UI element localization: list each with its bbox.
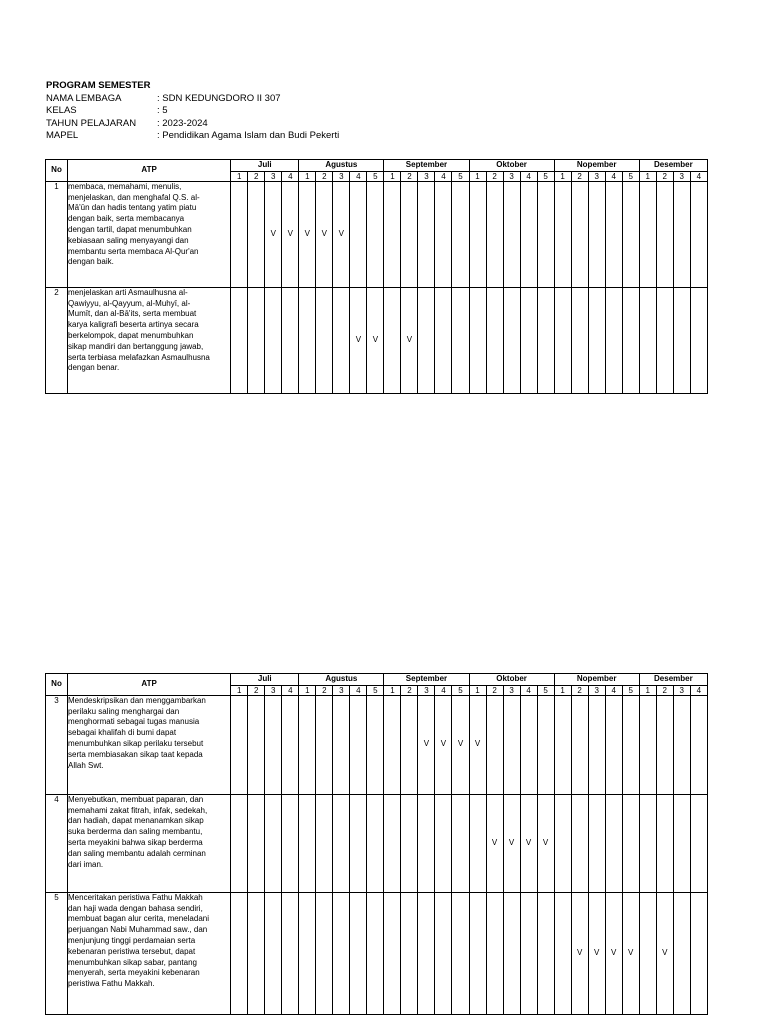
table-row xyxy=(46,287,708,393)
schedule-cell xyxy=(554,794,571,892)
schedule-cell xyxy=(418,794,435,892)
atp-line: Qawiyyu, al-Qayyum, al-Muhyī, al- xyxy=(68,298,191,308)
schedule-cell xyxy=(690,287,707,393)
schedule-cell xyxy=(299,892,316,1014)
schedule-mark: V xyxy=(486,794,503,892)
schedule-cell xyxy=(333,695,350,794)
schedule-cell xyxy=(520,892,537,1014)
week-number: 2 xyxy=(571,685,588,695)
row-number: 1 xyxy=(46,181,68,287)
schedule-cell xyxy=(588,181,605,287)
schedule-cell xyxy=(622,695,639,794)
atp-line: dengan tartil, dapat menumbuhkan xyxy=(68,224,192,234)
schedule-cell xyxy=(384,695,401,794)
schedule-cell xyxy=(452,181,469,287)
schedule-cell xyxy=(554,695,571,794)
schedule-cell xyxy=(537,695,554,794)
field-value: : 5 xyxy=(157,105,168,117)
week-number: 5 xyxy=(452,685,469,695)
atp-line: menumbuhkan sikap perilaku tersebut xyxy=(68,738,204,748)
week-number: 4 xyxy=(350,171,367,181)
week-number: 4 xyxy=(520,171,537,181)
schedule-cell xyxy=(384,794,401,892)
schedule-cell xyxy=(350,794,367,892)
schedule-cell xyxy=(622,287,639,393)
atp-line: sikap mandiri dan bertanggung jawab, xyxy=(68,341,204,351)
week-number: 3 xyxy=(503,171,520,181)
atp-line: menjelaskan, dan menghafal Q.S. al- xyxy=(68,192,200,202)
week-number: 1 xyxy=(384,685,401,695)
schedule-cell xyxy=(605,181,622,287)
week-number: 5 xyxy=(622,685,639,695)
schedule-cell xyxy=(588,794,605,892)
table-row xyxy=(46,794,708,892)
week-number: 1 xyxy=(639,171,656,181)
schedule-cell xyxy=(282,794,299,892)
atp-line: dari iman. xyxy=(68,859,104,869)
atp-line: membantu serta membaca Al-Qur'an xyxy=(68,246,199,256)
atp-cell xyxy=(68,695,231,794)
week-number: 4 xyxy=(282,171,299,181)
field-nama-lembaga xyxy=(46,93,339,106)
schedule-cell xyxy=(571,181,588,287)
schedule-cell xyxy=(367,181,384,287)
month-header-row xyxy=(46,674,708,686)
week-number: 1 xyxy=(469,171,486,181)
atp-line: berkelompok, dapat menumbuhkan xyxy=(68,330,194,340)
month-header: Agustus xyxy=(299,160,384,172)
schedule-mark: V xyxy=(367,287,384,393)
schedule-mark: V xyxy=(401,287,418,393)
schedule-cell xyxy=(690,794,707,892)
week-number: 2 xyxy=(316,685,333,695)
table-row xyxy=(46,892,708,1014)
schedule-cell xyxy=(299,287,316,393)
schedule-cell xyxy=(350,892,367,1014)
schedule-cell xyxy=(367,794,384,892)
schedule-cell xyxy=(656,181,673,287)
month-header: Oktober xyxy=(469,674,554,686)
schedule-cell xyxy=(367,892,384,1014)
week-number: 4 xyxy=(605,685,622,695)
week-number: 4 xyxy=(282,685,299,695)
atp-line: Allah Swt. xyxy=(68,760,104,770)
schedule-cell xyxy=(486,695,503,794)
schedule-cell xyxy=(537,181,554,287)
schedule-mark: V xyxy=(435,695,452,794)
schedule-cell xyxy=(622,794,639,892)
schedule-cell xyxy=(554,181,571,287)
schedule-cell xyxy=(418,287,435,393)
week-number: 2 xyxy=(401,685,418,695)
atp-line: membaca, memahami, menulis, xyxy=(68,181,182,191)
schedule-cell xyxy=(469,794,486,892)
schedule-table-2 xyxy=(45,673,708,1015)
week-number: 1 xyxy=(299,685,316,695)
schedule-cell xyxy=(520,181,537,287)
week-number: 1 xyxy=(554,171,571,181)
schedule-cell xyxy=(367,695,384,794)
week-number: 3 xyxy=(418,685,435,695)
schedule-cell xyxy=(452,794,469,892)
week-number: 2 xyxy=(248,685,265,695)
month-header: Desember xyxy=(639,160,707,172)
schedule-mark: V xyxy=(503,794,520,892)
schedule-cell xyxy=(452,892,469,1014)
schedule-mark: V xyxy=(299,181,316,287)
schedule-mark: V xyxy=(418,695,435,794)
week-number: 3 xyxy=(265,685,282,695)
schedule-cell xyxy=(435,794,452,892)
month-header: Nopember xyxy=(554,674,639,686)
schedule-mark: V xyxy=(588,892,605,1014)
week-number: 3 xyxy=(265,171,282,181)
schedule-cell xyxy=(605,695,622,794)
week-number: 3 xyxy=(333,685,350,695)
schedule-cell xyxy=(435,287,452,393)
week-number: 3 xyxy=(418,171,435,181)
schedule-cell xyxy=(316,287,333,393)
schedule-cell xyxy=(401,892,418,1014)
schedule-cell xyxy=(639,892,656,1014)
atp-line: Menyebutkan, membuat paparan, dan xyxy=(68,794,204,804)
schedule-cell xyxy=(401,695,418,794)
schedule-cell xyxy=(503,892,520,1014)
schedule-cell xyxy=(333,287,350,393)
schedule-cell xyxy=(673,287,690,393)
schedule-cell xyxy=(622,181,639,287)
schedule-cell xyxy=(231,794,248,892)
week-number: 1 xyxy=(231,171,248,181)
atp-line: Mā'ūn dan hadis tentang yatim piatu xyxy=(68,203,197,213)
month-header: Oktober xyxy=(469,160,554,172)
schedule-cell xyxy=(571,794,588,892)
atp-line: menyerah, serta meyakini kebenaran xyxy=(68,968,200,978)
schedule-cell xyxy=(248,287,265,393)
atp-line: serta meyakini bahwa sikap berderma xyxy=(68,837,203,847)
document-title: PROGRAM SEMESTER xyxy=(46,80,151,91)
schedule-cell xyxy=(265,892,282,1014)
atp-line: kebiasaan saling menyayangi dan xyxy=(68,235,189,245)
schedule-cell xyxy=(673,794,690,892)
week-number: 4 xyxy=(690,685,707,695)
schedule-cell xyxy=(690,892,707,1014)
schedule-cell xyxy=(401,794,418,892)
week-number: 4 xyxy=(435,685,452,695)
schedule-cell xyxy=(316,794,333,892)
week-number: 4 xyxy=(605,171,622,181)
schedule-cell xyxy=(486,181,503,287)
schedule-cell xyxy=(231,287,248,393)
schedule-cell xyxy=(690,695,707,794)
week-number: 4 xyxy=(690,171,707,181)
schedule-cell xyxy=(316,695,333,794)
schedule-cell xyxy=(673,892,690,1014)
schedule-cell xyxy=(537,892,554,1014)
week-number: 5 xyxy=(537,171,554,181)
atp-line: menjunjung tinggi perdamaian serta xyxy=(68,935,196,945)
atp-cell xyxy=(68,181,231,287)
schedule-cell xyxy=(537,287,554,393)
schedule-cell xyxy=(520,287,537,393)
atp-line: dengan benar. xyxy=(68,363,120,373)
schedule-cell xyxy=(656,287,673,393)
week-number: 3 xyxy=(673,685,690,695)
atp-line: menghormati sebagai tugas manusia xyxy=(68,717,200,727)
schedule-cell xyxy=(503,695,520,794)
schedule-cell xyxy=(656,695,673,794)
month-header: Juli xyxy=(231,160,299,172)
schedule-cell xyxy=(452,287,469,393)
week-number: 4 xyxy=(350,685,367,695)
schedule-mark: V xyxy=(622,892,639,1014)
atp-line: suka berderma dan saling membantu, xyxy=(68,827,203,837)
field-label: NAMA LEMBAGA xyxy=(46,92,122,104)
schedule-mark: V xyxy=(350,287,367,393)
week-number: 2 xyxy=(656,685,673,695)
schedule-cell xyxy=(418,181,435,287)
atp-line: membuat bagan alur cerita, meneladani xyxy=(68,914,209,924)
schedule-cell xyxy=(282,892,299,1014)
row-number: 3 xyxy=(46,695,68,794)
week-number: 1 xyxy=(384,171,401,181)
atp-line: Mumīt, dan al-Bā'its, serta membuat xyxy=(68,309,197,319)
row-number: 4 xyxy=(46,794,68,892)
field-label: TAHUN PELAJARAN xyxy=(46,117,137,129)
schedule-cell xyxy=(282,287,299,393)
atp-line: menumbuhkan sikap sabar, pantang xyxy=(68,957,197,967)
schedule-cell xyxy=(554,287,571,393)
schedule-mark: V xyxy=(605,892,622,1014)
table-row xyxy=(46,181,708,287)
atp-cell xyxy=(68,794,231,892)
no-header: No xyxy=(46,160,68,182)
field-value: : 2023-2024 xyxy=(157,117,208,129)
document-header xyxy=(46,80,339,143)
schedule-cell xyxy=(656,794,673,892)
schedule-cell xyxy=(639,181,656,287)
week-number: 3 xyxy=(333,171,350,181)
atp-line: kebenaran peristiwa tersebut, dapat xyxy=(68,946,196,956)
week-number: 2 xyxy=(571,171,588,181)
week-number: 5 xyxy=(367,171,384,181)
schedule-cell xyxy=(265,794,282,892)
week-number: 2 xyxy=(486,685,503,695)
atp-line: perilaku saling menghargai dan xyxy=(68,706,180,716)
atp-line: dengan baik, serta membacanya xyxy=(68,214,185,224)
schedule-cell xyxy=(554,892,571,1014)
schedule-cell xyxy=(384,181,401,287)
atp-line: Menceritakan peristiwa Fathu Makkah xyxy=(68,892,203,902)
field-mapel xyxy=(46,130,339,143)
week-number: 5 xyxy=(367,685,384,695)
field-value: : Pendidikan Agama Islam dan Budi Pekerti xyxy=(157,130,340,142)
schedule-cell xyxy=(265,695,282,794)
schedule-cell xyxy=(503,181,520,287)
schedule-cell xyxy=(282,695,299,794)
schedule-mark: V xyxy=(537,794,554,892)
month-header: September xyxy=(384,674,469,686)
atp-line: Mendeskripsikan dan menggambarkan xyxy=(68,695,206,705)
atp-cell xyxy=(68,892,231,1014)
schedule-cell xyxy=(248,892,265,1014)
field-label: MAPEL xyxy=(46,130,79,142)
schedule-table-1 xyxy=(45,159,708,394)
schedule-cell xyxy=(231,695,248,794)
week-number: 1 xyxy=(639,685,656,695)
schedule-cell xyxy=(384,287,401,393)
atp-line: sebagai khalifah di bumi dapat xyxy=(68,728,177,738)
field-value: : SDN KEDUNGDORO II 307 xyxy=(157,92,281,104)
week-number: 5 xyxy=(537,685,554,695)
schedule-cell xyxy=(469,287,486,393)
week-number: 2 xyxy=(486,171,503,181)
field-label: KELAS xyxy=(46,105,77,117)
schedule-mark: V xyxy=(656,892,673,1014)
schedule-cell xyxy=(384,892,401,1014)
atp-line: peristiwa Fathu Makkah. xyxy=(68,979,155,989)
schedule-cell xyxy=(350,181,367,287)
schedule-cell xyxy=(639,794,656,892)
schedule-cell xyxy=(401,181,418,287)
schedule-cell xyxy=(248,695,265,794)
atp-line: karya kaligrafi beserta artinya secara xyxy=(68,320,199,330)
week-number: 3 xyxy=(588,171,605,181)
schedule-cell xyxy=(350,695,367,794)
schedule-cell xyxy=(248,794,265,892)
schedule-cell xyxy=(299,695,316,794)
week-number: 5 xyxy=(622,171,639,181)
atp-header: ATP xyxy=(68,674,231,696)
schedule-cell xyxy=(605,287,622,393)
schedule-cell xyxy=(435,181,452,287)
week-number: 4 xyxy=(520,685,537,695)
schedule-mark: V xyxy=(520,794,537,892)
schedule-cell xyxy=(469,892,486,1014)
atp-line: dan hadiah, dapat menanamkan sikap xyxy=(68,816,204,826)
schedule-cell xyxy=(503,287,520,393)
schedule-cell xyxy=(265,287,282,393)
schedule-mark: V xyxy=(265,181,282,287)
week-number: 3 xyxy=(503,685,520,695)
row-number: 5 xyxy=(46,892,68,1014)
schedule-mark: V xyxy=(571,892,588,1014)
month-header: Agustus xyxy=(299,674,384,686)
atp-line: dan saling membantu adalah cerminan xyxy=(68,848,206,858)
month-header: Desember xyxy=(639,674,707,686)
schedule-mark: V xyxy=(452,695,469,794)
schedule-cell xyxy=(673,181,690,287)
week-number: 1 xyxy=(231,685,248,695)
atp-line: memahami zakat fitrah, infak, sedekah, xyxy=(68,805,208,815)
atp-line: menjelaskan arti Asmaulhusna al- xyxy=(68,287,188,297)
schedule-cell xyxy=(588,287,605,393)
week-number: 2 xyxy=(656,171,673,181)
schedule-cell xyxy=(435,892,452,1014)
schedule-cell xyxy=(571,287,588,393)
schedule-cell xyxy=(333,892,350,1014)
month-header: September xyxy=(384,160,469,172)
schedule-cell xyxy=(333,794,350,892)
schedule-mark: V xyxy=(282,181,299,287)
schedule-cell xyxy=(486,892,503,1014)
atp-line: dan haji wada dengan bahasa sendiri, xyxy=(68,903,203,913)
week-number: 2 xyxy=(401,171,418,181)
atp-cell xyxy=(68,287,231,393)
row-number: 2 xyxy=(46,287,68,393)
schedule-cell xyxy=(231,181,248,287)
no-header: No xyxy=(46,674,68,696)
week-number: 3 xyxy=(673,171,690,181)
schedule-mark: V xyxy=(469,695,486,794)
week-number: 2 xyxy=(316,171,333,181)
week-number: 2 xyxy=(248,171,265,181)
schedule-cell xyxy=(639,695,656,794)
week-number: 1 xyxy=(554,685,571,695)
week-number: 4 xyxy=(435,171,452,181)
schedule-cell xyxy=(690,181,707,287)
field-tahun-pelajaran xyxy=(46,118,339,131)
table-row xyxy=(46,695,708,794)
schedule-cell xyxy=(639,287,656,393)
atp-line: perjuangan Nabi Muhammad saw., dan xyxy=(68,925,208,935)
week-number: 3 xyxy=(588,685,605,695)
week-number: 1 xyxy=(299,171,316,181)
schedule-cell xyxy=(486,287,503,393)
atp-header: ATP xyxy=(68,160,231,182)
atp-line: dengan baik. xyxy=(68,257,114,267)
schedule-cell xyxy=(299,794,316,892)
month-header: Nopember xyxy=(554,160,639,172)
field-kelas xyxy=(46,105,339,118)
schedule-cell xyxy=(605,794,622,892)
schedule-cell xyxy=(588,695,605,794)
month-header-row xyxy=(46,160,708,172)
schedule-cell xyxy=(673,695,690,794)
schedule-cell xyxy=(248,181,265,287)
week-number: 5 xyxy=(452,171,469,181)
schedule-cell xyxy=(316,892,333,1014)
schedule-cell xyxy=(418,892,435,1014)
atp-line: serta terbiasa melafazkan Asmaulhusna xyxy=(68,352,210,362)
week-number: 1 xyxy=(469,685,486,695)
schedule-cell xyxy=(571,695,588,794)
month-header: Juli xyxy=(231,674,299,686)
schedule-mark: V xyxy=(333,181,350,287)
schedule-cell xyxy=(520,695,537,794)
schedule-mark: V xyxy=(316,181,333,287)
schedule-cell xyxy=(231,892,248,1014)
schedule-cell xyxy=(469,181,486,287)
atp-line: serta membiasakan sikap taat kepada xyxy=(68,749,203,759)
